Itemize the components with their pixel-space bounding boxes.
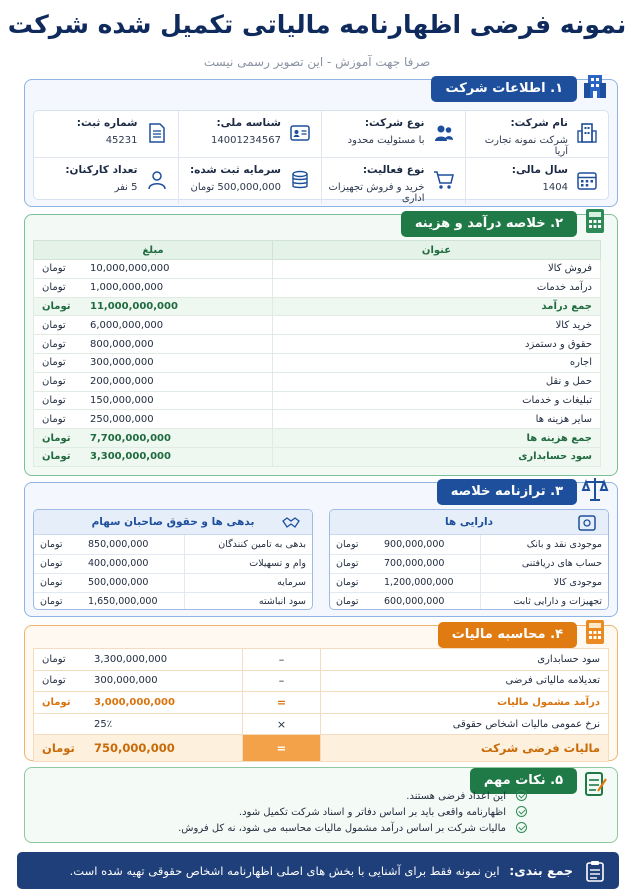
check-circle-icon <box>516 790 527 801</box>
row-amount <box>34 278 273 297</box>
calculator-icon <box>581 207 609 235</box>
info-label: نام شرکت: <box>510 117 568 129</box>
operator-symbol: – <box>243 670 321 692</box>
company-info-grid <box>33 110 609 204</box>
amount-value: 11,000,000,000 <box>90 300 178 312</box>
row-amount <box>34 692 243 714</box>
company-info-section <box>24 79 618 207</box>
operator-symbol: = <box>243 692 321 714</box>
table-row <box>34 649 609 671</box>
amount-value: 900,000,000 <box>384 538 445 550</box>
info-field <box>178 158 322 204</box>
people-icon <box>433 122 455 144</box>
amount-value: 800,000,000 <box>90 338 154 350</box>
person-icon <box>146 169 168 191</box>
info-field <box>34 158 178 204</box>
currency-label: تومان <box>42 741 75 756</box>
row-label: وام و تسهیلات <box>184 554 312 573</box>
row-label: تبلیغات و خدمات <box>273 391 601 410</box>
row-label: تجهیزات و دارایی ثابت <box>480 592 608 610</box>
row-label: درآمد مشمول مالیات <box>321 692 609 714</box>
calculator-icon <box>581 618 609 646</box>
currency-label: تومان <box>40 538 63 550</box>
row-label: جمع درآمد <box>273 297 601 316</box>
row-amount <box>34 735 243 762</box>
currency-label: تومان <box>40 577 63 588</box>
column-header: عنوان <box>273 241 601 260</box>
handshake-icon <box>282 515 300 531</box>
table-row <box>34 670 609 692</box>
amount-value: 300,000,000 <box>90 357 154 369</box>
row-amount <box>34 410 273 429</box>
currency-label: تومان <box>336 596 359 608</box>
summary-footer <box>17 852 619 889</box>
info-field <box>178 111 322 158</box>
row-label: حساب های دریافتنی <box>480 554 608 573</box>
currency-label: تومان <box>42 357 66 369</box>
row-amount <box>34 554 184 573</box>
cart-icon <box>433 169 455 191</box>
table-row <box>330 554 608 573</box>
income-summary-section <box>24 214 618 476</box>
info-value: 14001234567 <box>211 135 281 146</box>
table-row <box>34 297 601 316</box>
row-label: موجودی نقد و بانک <box>480 535 608 554</box>
info-value: خرید و فروش تجهیزات اداری <box>328 182 425 204</box>
table-row <box>34 372 601 391</box>
note-text: اظهارنامه واقعی باید بر اساس دفاتر و اسناد شرکت تکمیل شود. <box>238 807 506 818</box>
column-header: مبلغ <box>34 241 273 260</box>
amount-value: 150,000,000 <box>90 394 154 406</box>
currency-label: تومان <box>42 338 66 350</box>
amount-value: 600,000,000 <box>384 596 445 608</box>
row-label: حقوق و دستمزد <box>273 335 601 354</box>
amount-value: 700,000,000 <box>384 558 445 569</box>
row-amount <box>34 592 184 610</box>
row-amount <box>330 535 480 554</box>
info-value: 500,000,000 تومان <box>190 182 281 193</box>
row-label: بدهی به تامین کنندگان <box>184 535 312 554</box>
section-heading: ۴. محاسبه مالیات <box>438 622 577 648</box>
table-row <box>34 573 312 592</box>
check-circle-icon <box>516 822 527 833</box>
row-label: جمع هزینه ها <box>273 429 601 448</box>
liabilities-title: بدهی ها و حقوق صاحبان سهام <box>91 516 255 528</box>
notes-list <box>178 789 527 837</box>
info-field <box>465 111 609 158</box>
row-amount <box>330 592 480 610</box>
currency-label: تومان <box>336 538 359 550</box>
table-row <box>34 316 601 335</box>
assets-title: دارایی ها <box>444 516 494 528</box>
row-amount <box>34 316 273 335</box>
row-amount <box>34 335 273 354</box>
currency-label: تومان <box>336 577 359 588</box>
footer-text: این نمونه فقط برای آشنایی با بخش های اصلی اظهارنامه اشخاص حقوقی تهیه شده است. <box>69 864 500 878</box>
row-label: سود انباشته <box>184 592 312 610</box>
info-label: شماره ثبت: <box>76 117 138 129</box>
balance-sheet-section <box>24 482 618 617</box>
amount-value: 6,000,000,000 <box>90 319 164 331</box>
currency-label: تومان <box>336 558 359 569</box>
amount-value: 250,000,000 <box>90 413 154 425</box>
currency-label: تومان <box>42 432 71 444</box>
info-label: سال مالی: <box>511 164 568 176</box>
currency-label: تومان <box>42 319 66 331</box>
clipboard-icon <box>585 860 605 882</box>
currency-label: تومان <box>42 413 66 425</box>
table-row <box>330 535 608 554</box>
row-amount <box>330 554 480 573</box>
section-heading: ۵. نکات مهم <box>470 768 577 794</box>
section-heading: ۱. اطلاعات شرکت <box>431 76 577 102</box>
info-value: 45231 <box>105 135 138 146</box>
info-label: شناسه ملی: <box>216 117 281 129</box>
liabilities-box <box>33 509 313 610</box>
page-subtitle: صرفا جهت آموزش - این تصویر رسمی نیست <box>203 55 431 69</box>
info-value: با مسئولیت محدود <box>347 135 425 146</box>
row-amount <box>330 573 480 592</box>
footer-label: جمع بندی: <box>509 863 573 878</box>
info-value: 5 نفر <box>114 182 138 193</box>
row-label: موجودی کالا <box>480 573 608 592</box>
amount-value: 300,000,000 <box>94 675 158 687</box>
row-amount <box>34 649 243 671</box>
currency-label: تومان <box>42 394 66 406</box>
currency-label: تومان <box>42 675 66 687</box>
table-row <box>34 410 601 429</box>
calendar-icon <box>576 169 598 191</box>
income-table <box>33 240 601 467</box>
row-label: سرمایه <box>184 573 312 592</box>
row-label: درآمد خدمات <box>273 278 601 297</box>
safe-icon <box>578 515 596 531</box>
table-row <box>34 260 601 279</box>
row-amount <box>34 353 273 372</box>
info-label: نوع شرکت: <box>364 117 425 129</box>
notes-section <box>24 767 618 843</box>
currency-label: تومان <box>42 282 66 294</box>
operator-symbol: × <box>243 713 321 735</box>
operator-symbol: – <box>243 649 321 671</box>
row-amount <box>34 372 273 391</box>
row-label: سود حسابداری <box>321 649 609 671</box>
row-label: مالیات فرضی شرکت <box>321 735 609 762</box>
info-field <box>321 158 465 204</box>
table-row <box>330 573 608 592</box>
currency-label: تومان <box>42 376 66 388</box>
table-row <box>34 353 601 372</box>
id-card-icon <box>289 122 311 144</box>
document-icon <box>146 122 168 144</box>
currency-label: تومان <box>42 300 71 312</box>
info-value: شرکت نمونه تجارت آریا <box>484 135 568 157</box>
table-row <box>34 735 609 762</box>
table-row <box>34 535 312 554</box>
row-label: فروش کالا <box>273 260 601 279</box>
currency-label: تومان <box>40 596 63 608</box>
row-label: سایر هزینه ها <box>273 410 601 429</box>
row-amount <box>34 670 243 692</box>
table-row <box>34 429 601 448</box>
row-amount <box>34 260 273 279</box>
table-row <box>330 592 608 610</box>
amount-value: 25٪ <box>94 718 113 730</box>
amount-value: 500,000,000 <box>88 577 149 588</box>
list-item <box>178 821 527 837</box>
info-label: سرمایه ثبت شده: <box>189 164 281 176</box>
amount-value: 7,700,000,000 <box>90 432 171 444</box>
building-icon <box>581 72 609 100</box>
info-field <box>465 158 609 204</box>
currency-label: تومان <box>42 451 71 463</box>
amount-value: 1,000,000,000 <box>90 282 164 294</box>
note-text: مالیات شرکت بر اساس درآمد مشمول مالیات محاسبه می شود، نه کل فروش. <box>178 823 506 834</box>
check-circle-icon <box>516 806 527 817</box>
amount-value: 1,650,000,000 <box>88 596 158 608</box>
currency-label: تومان <box>42 263 66 275</box>
table-row <box>34 278 601 297</box>
info-label: نوع فعالیت: <box>362 164 425 176</box>
row-label: حمل و نقل <box>273 372 601 391</box>
section-heading: ۲. خلاصه درآمد و هزینه <box>401 211 577 237</box>
tax-table <box>33 648 609 762</box>
row-label: تعدیلامه مالیاتی فرضی <box>321 670 609 692</box>
amount-value: 10,000,000,000 <box>90 263 170 275</box>
info-value: 1404 <box>542 182 568 193</box>
table-row <box>34 554 312 573</box>
assets-box <box>329 509 609 610</box>
operator-symbol: = <box>243 735 321 762</box>
building-icon <box>576 122 598 144</box>
row-label: خرید کالا <box>273 316 601 335</box>
coins-icon <box>289 169 311 191</box>
info-field <box>321 111 465 158</box>
scale-icon <box>581 475 609 503</box>
amount-value: 850,000,000 <box>88 538 149 550</box>
amount-value: 3,300,000,000 <box>94 653 168 665</box>
table-row <box>34 713 609 735</box>
row-amount <box>34 713 243 735</box>
amount-value: 3,300,000,000 <box>90 451 171 463</box>
amount-value: 3,000,000,000 <box>94 696 175 708</box>
table-row <box>34 335 601 354</box>
list-item <box>178 805 527 821</box>
tax-calculation-section <box>24 625 618 761</box>
info-field <box>34 111 178 158</box>
row-amount <box>34 391 273 410</box>
note-text: این اعداد فرضی هستند. <box>406 791 506 802</box>
amount-value: 1,200,000,000 <box>384 577 454 588</box>
currency-label: تومان <box>40 558 63 569</box>
table-row <box>34 692 609 714</box>
row-label: نرخ عمومی مالیات اشخاص حقوقی <box>321 713 609 735</box>
amount-value: 750,000,000 <box>94 741 175 756</box>
currency-label: تومان <box>42 696 71 708</box>
section-heading: ۳. ترازنامه خلاصه <box>437 479 577 505</box>
row-amount <box>34 535 184 554</box>
info-label: تعداد کارکنان: <box>65 164 138 176</box>
table-row <box>34 592 312 610</box>
row-amount <box>34 429 273 448</box>
checklist-icon <box>581 770 609 798</box>
amount-value: 400,000,000 <box>88 558 149 569</box>
row-label: سود حسابداری <box>273 447 601 466</box>
list-item <box>178 789 527 805</box>
currency-label: تومان <box>42 653 66 665</box>
row-amount <box>34 297 273 316</box>
table-row <box>34 447 601 466</box>
row-amount <box>34 447 273 466</box>
amount-value: 200,000,000 <box>90 376 154 388</box>
table-row <box>34 391 601 410</box>
page-title: نمونه فرضی اظهارنامه مالیاتی تکمیل شده شرکت <box>7 10 627 39</box>
row-amount <box>34 573 184 592</box>
row-label: اجاره <box>273 353 601 372</box>
